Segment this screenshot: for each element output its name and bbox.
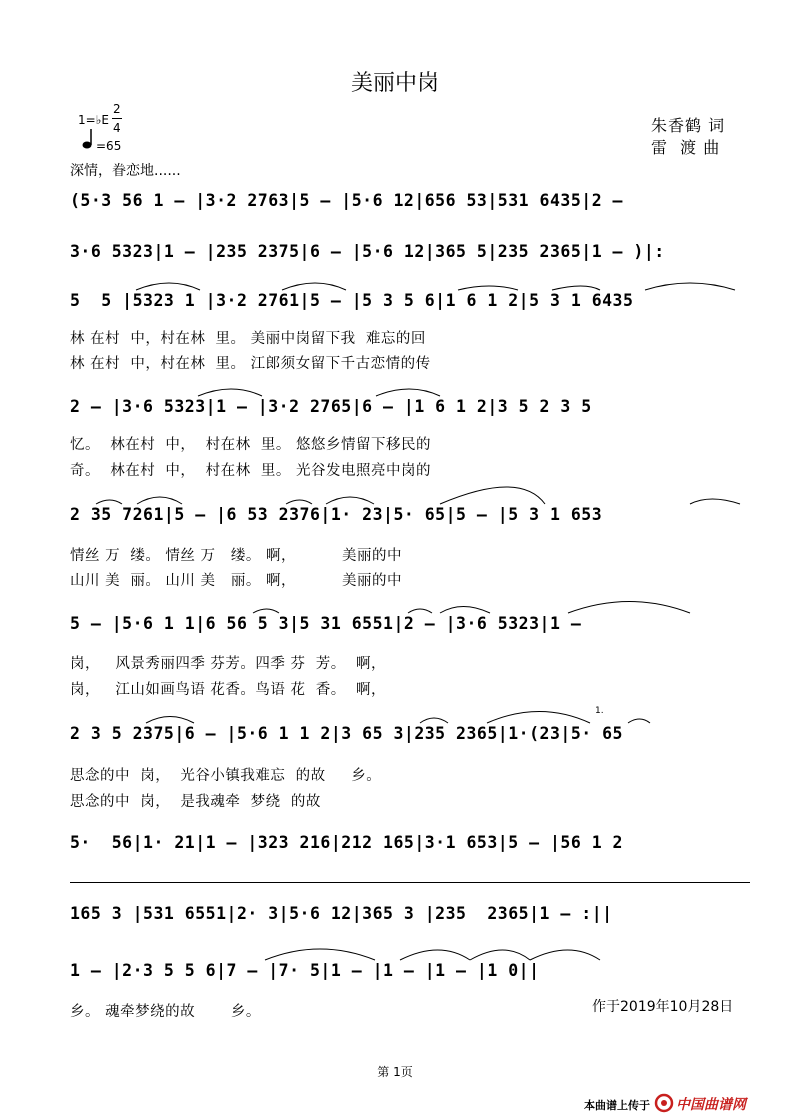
notation-row-9: 165 3 |531 6551|2· 3|5·6 12|365 3 |235 2365|1 — :|| bbox=[70, 904, 613, 923]
notation-row-10: 1 — |2·3 5 5 6|7 — |7· 5|1 — |1 — |1 — |1 0|| bbox=[70, 961, 540, 980]
expression-marking: 深情，眷恋地...... bbox=[70, 163, 181, 179]
tempo-marking: =65 bbox=[96, 139, 122, 153]
notation-row-4: 2 — |3·6 5323|1 — |3·2 2765|6 — |1 6 1 2|3 5 2 3 5 bbox=[70, 397, 592, 416]
notation-row-3: 5 5 |5323 1 |3·2 2761|5 — |5 3 5 6|1 6 1 2|5 3 1 6435 bbox=[70, 291, 634, 310]
notation-row-5: 2 35 7261|5 — |6 53 2376|1· 23|5· 65|5 — |5 3 1 653 bbox=[70, 505, 603, 524]
page-title: 美丽中岗 bbox=[350, 71, 439, 96]
upload-note: 本曲谱上传于 bbox=[584, 1099, 650, 1112]
lyric-row-4-verse-1: 忆。 林在村 中， 村在林 里。 悠悠乡情留下移民的 bbox=[70, 437, 431, 453]
lyric-row-10: 乡。 魂牵梦绕的故 乡。 bbox=[70, 1004, 261, 1020]
volta-bracket-label: 1. bbox=[595, 706, 604, 716]
composition-date: 作于2019年10月28日 bbox=[592, 999, 734, 1015]
time-signature-line bbox=[112, 118, 122, 119]
time-signature-numerator: 2 bbox=[113, 102, 121, 116]
lyric-row-5-verse-2: 山川 美 丽。 山川 美 丽。 啊， 美丽的中 bbox=[70, 573, 402, 589]
lyric-row-7-verse-1: 思念的中 岗， 光谷小镇我难忘 的故 乡。 bbox=[70, 768, 382, 784]
lyric-row-3-verse-1: 林 在村 中，村在林 里。 美丽中岗留下我 难忘的回 bbox=[70, 331, 426, 347]
time-signature-denominator: 4 bbox=[113, 121, 121, 135]
composer-credit: 雷 渡 曲 bbox=[651, 138, 721, 157]
notation-row-2: 3·6 5323|1 — |235 2375|6 — |5·6 12|365 5|235 2365|1 — )|: bbox=[70, 242, 665, 261]
notation-row-8: 5· 56|1· 21|1 — |323 216|212 165|3·1 653|5 — |56 1 2 bbox=[70, 833, 623, 852]
lyric-row-6-verse-2: 岗， 江山如画鸟语 花香。鸟语 花 香。 啊， bbox=[70, 682, 386, 698]
notation-row-1: (5·3 56 1 — |3·2 2763|5 — |5·6 12|656 53|531 6435|2 — bbox=[70, 191, 623, 210]
site-name: 中国曲谱网 bbox=[676, 1097, 746, 1113]
lyricist-credit: 朱香鹤 词 bbox=[651, 116, 726, 135]
key-signature: 1=♭E bbox=[78, 113, 109, 127]
volta-line bbox=[70, 882, 750, 883]
lyric-row-7-verse-2: 思念的中 岗， 是我魂牵 梦绕 的故 bbox=[70, 794, 321, 810]
notation-row-7: 2 3 5 2375|6 — |5·6 1 1 2|3 65 3|235 2365|1·(23|5· 65 bbox=[70, 724, 623, 743]
lyric-row-4-verse-2: 奇。 林在村 中， 村在林 里。 光谷发电照亮中岗的 bbox=[70, 463, 431, 479]
notation-row-6: 5 — |5·6 1 1|6 56 5 3|5 31 6551|2 — |3·6 5323|1 — bbox=[70, 614, 582, 633]
site-logo[interactable] bbox=[654, 1093, 782, 1113]
lyric-row-3-verse-2: 林 在村 中，村在林 里。 江郎须女留下千古恋情的传 bbox=[70, 356, 431, 372]
quarter-note-icon bbox=[82, 128, 96, 150]
lyric-row-5-verse-1: 情丝 万 缕。 情丝 万 缕。 啊， 美丽的中 bbox=[70, 548, 402, 564]
page-number: 第 1页 bbox=[377, 1065, 413, 1079]
lyric-row-6-verse-1: 岗， 风景秀丽四季 芬芳。四季 芬 芳。 啊， bbox=[70, 656, 386, 672]
logo-icon bbox=[654, 1093, 674, 1113]
